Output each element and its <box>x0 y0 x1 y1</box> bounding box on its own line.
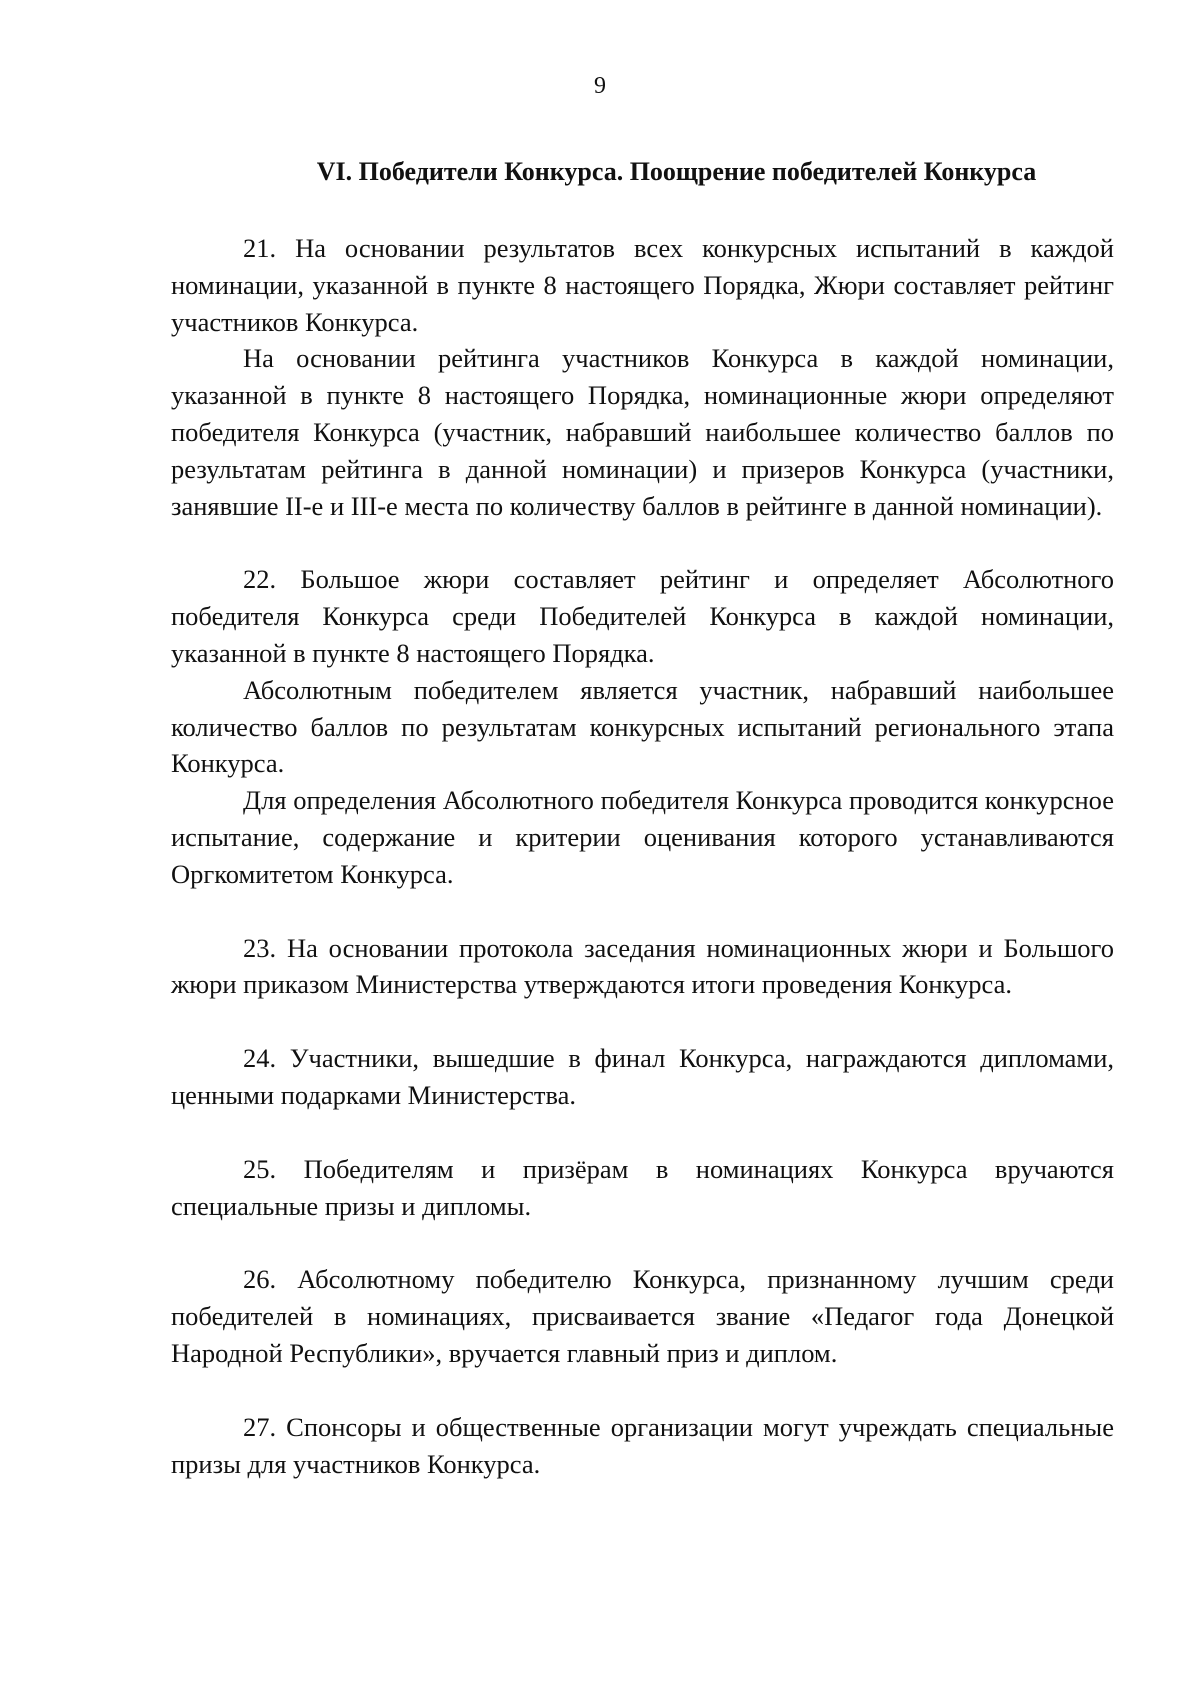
paragraph-22-absolute-winner: Абсолютным победителем является участник, набравший наибольшее количество баллов по результатам конкурсных испытаний регионального этапа Конкурса. <box>171 674 1114 779</box>
paragraph-21: 21. На основании результатов всех конкурсных испытаний в каждой номинации, указанной в пункте 8 настоящего Порядка, Жюри составляет рейтинг участников Конкурса. <box>171 233 1114 337</box>
section-title: VI. Победители Конкурса. Поощрение победителей Конкурса <box>316 157 1037 186</box>
paragraph-22-determination: Для определения Абсолютного победителя Конкурса проводится конкурсное испытание, содержание и критерии оценивания которого устанавливаются Оргкомитетом Конкурса. <box>171 785 1114 889</box>
paragraph-22: 22. Большое жюри составляет рейтинг и определяет Абсолютного победителя Конкурса среди Победителей Конкурса в каждой номинации, указанной в пункте 8 настоящего Порядка. <box>171 564 1114 668</box>
document-body <box>171 154 1114 1482</box>
paragraph-21-continuation: На основании рейтинга участников Конкурса в каждой номинации, указанной в пункте 8 настоящего Порядка, номинационные жюри определяют победителя Конкурса (участник, набравший наибольшее количество баллов по результатам рейтинга в данной номинации) и призеров Конкурса (участники, занявшие II-е и III-е места по количеству баллов в рейтинге в данной номинации). <box>171 343 1114 521</box>
page-number: 9 <box>594 73 606 99</box>
paragraph-24: 24. Участники, вышедшие в финал Конкурса, награждаются дипломами, ценными подарками Министерства. <box>171 1043 1114 1110</box>
paragraph-25: 25. Победителям и призёрам в номинациях Конкурса вручаются специальные призы и дипломы. <box>171 1153 1114 1221</box>
paragraph-27: 27. Спонсоры и общественные организации могут учреждать специальные призы для участников Конкурса. <box>171 1411 1114 1479</box>
paragraph-26: 26. Абсолютному победителю Конкурса, признанному лучшим среди победителей в номинациях, присваивается звание «Педагог года Донецкой Народной Республики», вручается главный приз и диплом. <box>171 1264 1114 1368</box>
paragraph-23: 23. На основании протокола заседания номинационных жюри и Большого жюри приказом Министерства утверждаются итоги проведения Конкурса. <box>171 932 1114 1000</box>
